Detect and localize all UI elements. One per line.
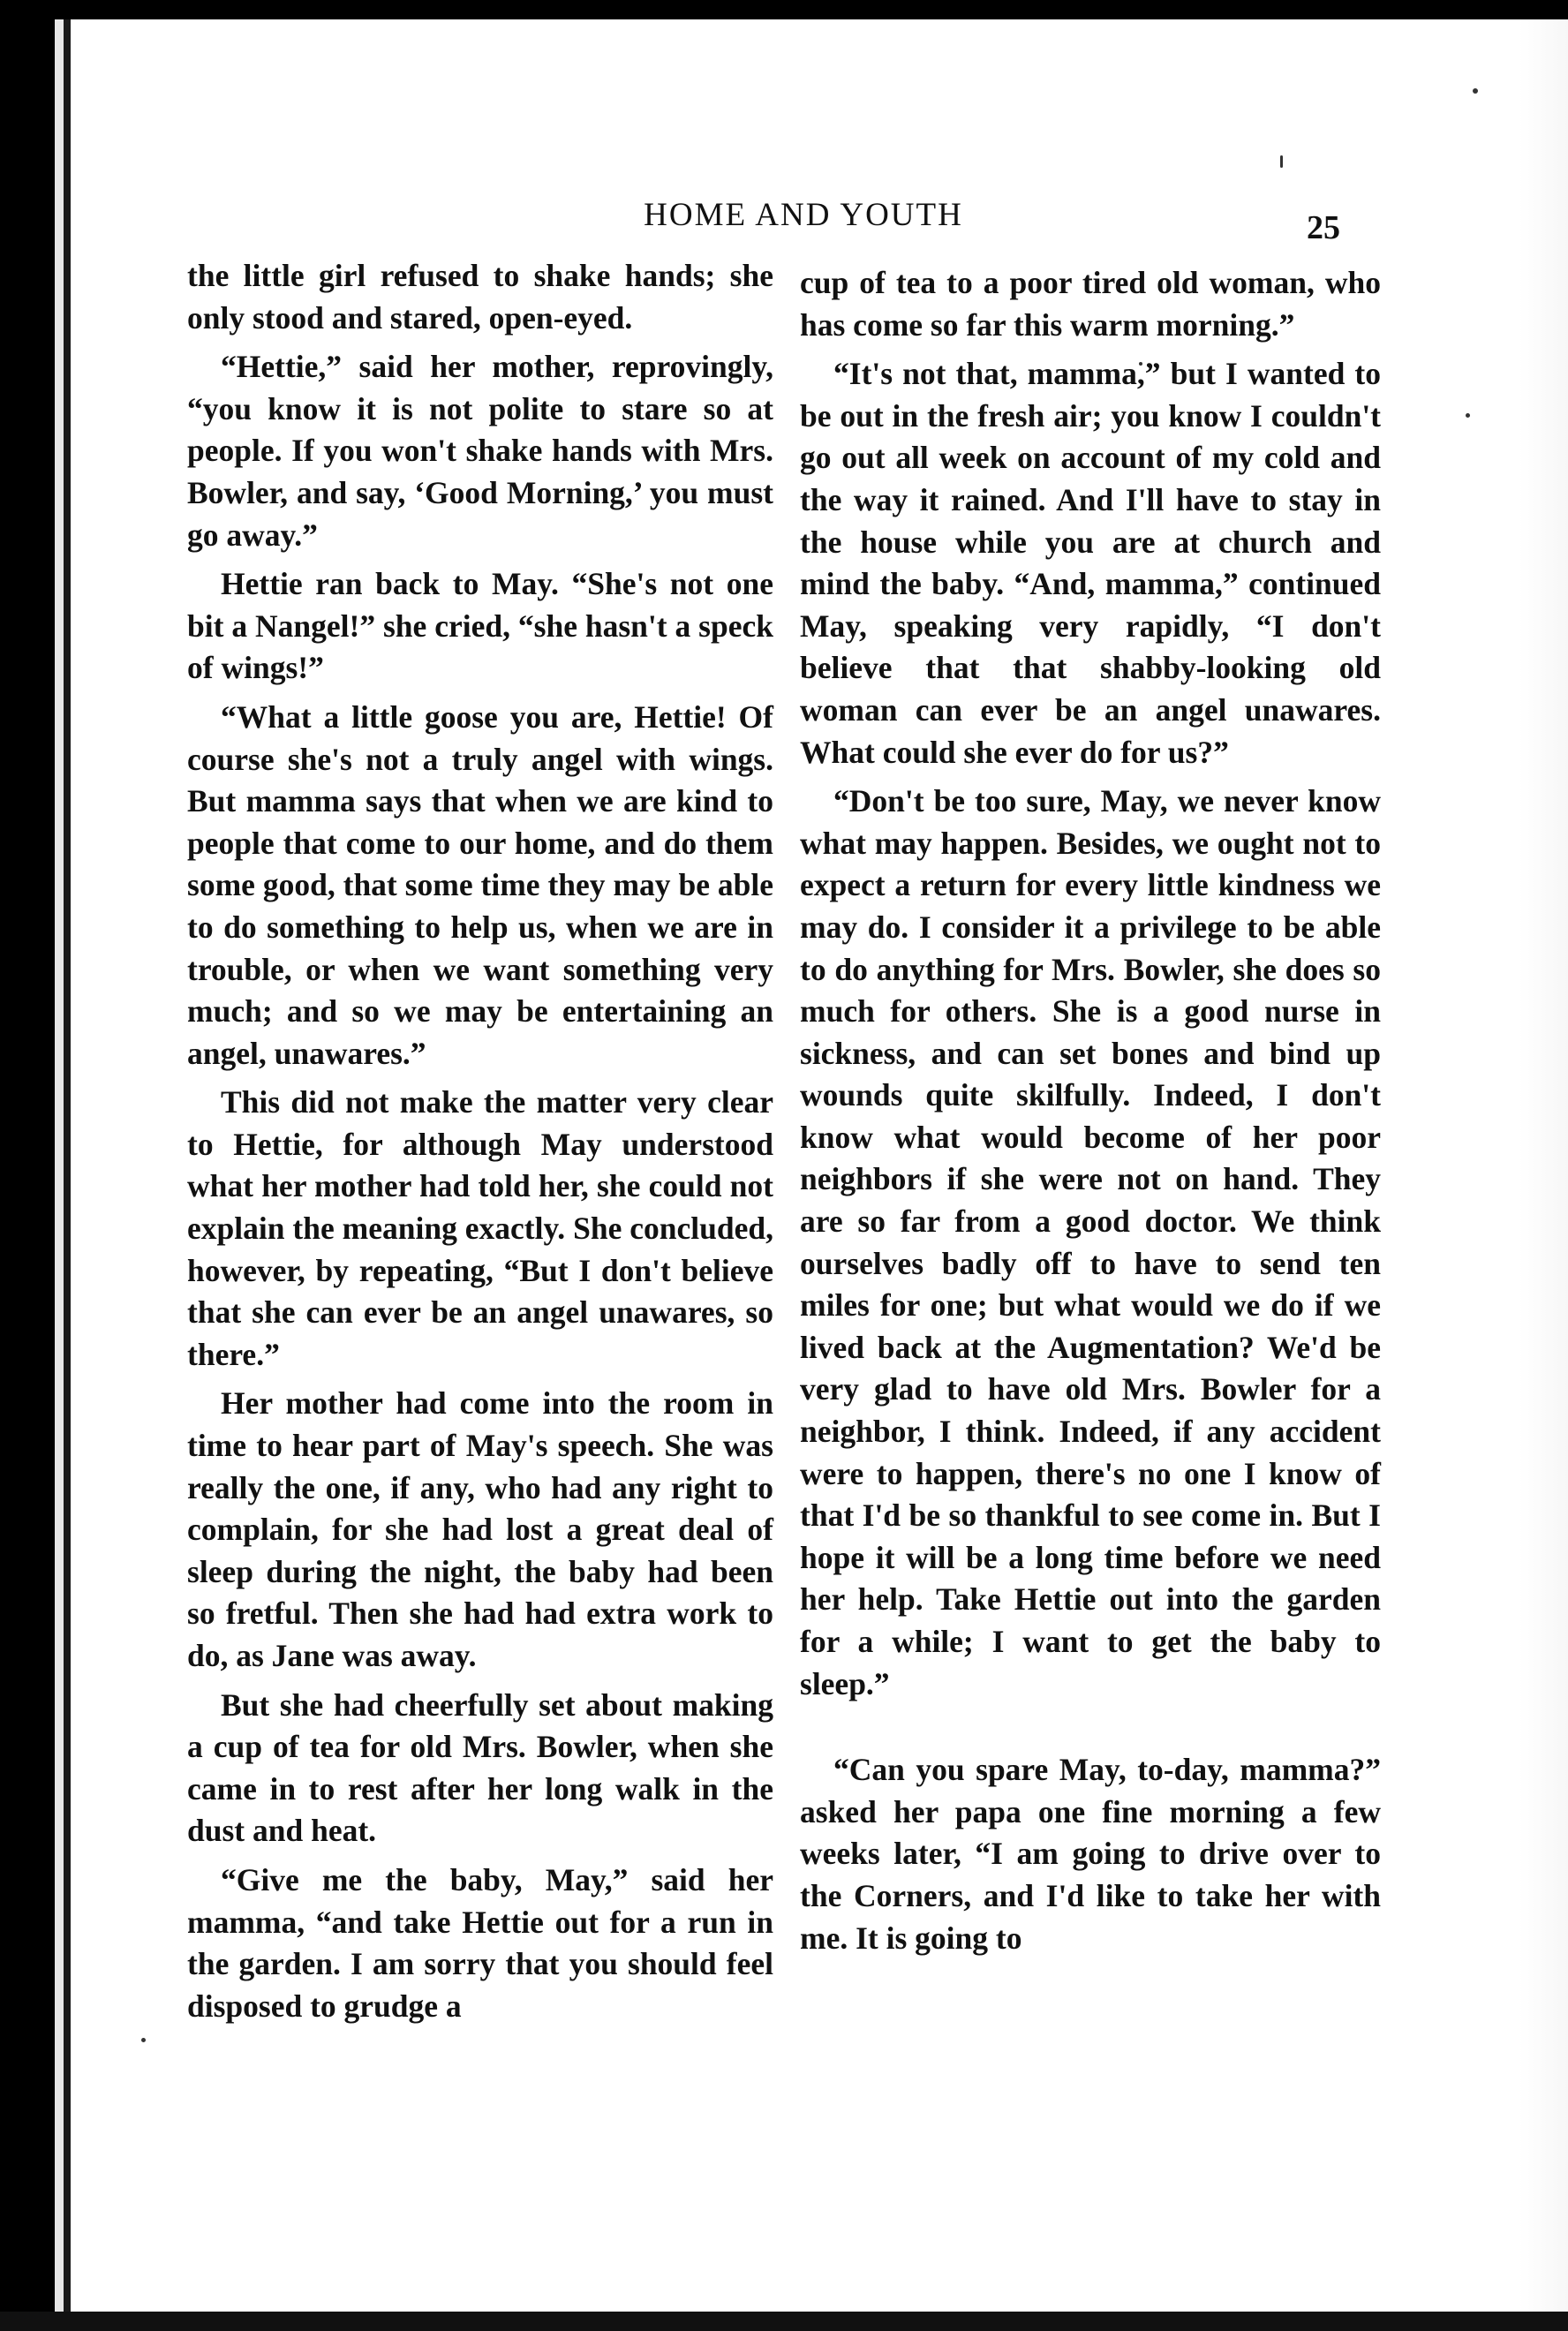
paragraph: “Can you spare May, to-day, mamma?” asked her papa one fine morning a few weeks later, “I am going to drive over to the Corners, and I'd like to take her with me. It is going to	[800, 1752, 1381, 1956]
paragraph: But she had cheerfully set about making a cup of tea for old Mrs. Bowler, when she came in to rest after her long walk in the dust and heat.	[187, 1686, 773, 1849]
scan-speck	[1280, 155, 1283, 168]
scan-border-bottom	[0, 2312, 1568, 2331]
paragraph: “Don't be too sure, May, we never know what may happen. Besides, we ought not to expect a return for every little kindness we may do. I consider it a privilege to be able to do anything for Mrs. Bowler, she does so much for others. She is a good nurse in sickness, and can set bones and bind up wounds quite skilfully. Indeed, I don't know what would become of her poor neighbors if she were not on hand. They are so far from a good doctor. We think ourselves badly off to have to send ten miles for one; but what would we do if we lived back at the Augmentation? We'd be very glad to have old Mrs. Bowler for a neighbor, I think. Indeed, if any accident were to happen, there's no one I know of that I'd be so thankful to see come in. But I hope it will be a long time before we need her help. Take Hettie out into the garden for a while; I want to get the baby to sleep.”	[800, 783, 1381, 1701]
binding-edge	[64, 19, 71, 2331]
scan-speck	[141, 2038, 146, 2042]
paragraph: “What a little goose you are, Hettie! Of course she's not a truly angel with wings. But mamma says that when we are kind to people that come to our home, and do them some good, that some time they may be able to do something to help us, when we are in trouble, or when we want something very much; and so we may be entertaining an angel, unawares.”	[187, 698, 773, 1071]
right-column	[800, 262, 1381, 1966]
paragraph: “It's not that, mamma,” but I wanted to be out in the fresh air; you know I couldn't go out all week on account of my cold and the way it rained. And I'll have to stay in the house while you are at church and mind the baby. “And, mamma,” continued May, speaking very rapidly, “I don't believe that that shabby-looking old woman can ever be an angel unawares. What could she ever do for us?”	[800, 356, 1381, 770]
paragraph: “Hettie,” said her mother, reprovingly, “you know it is not polite to stare so at people. If you won't shake hands with Mrs. Bowler, and say, ‘Good Morning,’ you must go away.”	[187, 349, 773, 553]
page-gutter	[55, 19, 64, 2331]
paragraph: the little girl refused to shake hands; she only stood and stared, open-eyed.	[187, 258, 773, 336]
running-head: HOME AND YOUTH	[644, 197, 963, 233]
paragraph: Her mother had come into the room in time to hear part of May's speech. She was really the one, if any, who had any right to complain, for she had lost a great deal of sleep during the night, the baby had been so fretful. Then she had had extra work to do, as Jane was away.	[187, 1385, 773, 1673]
paragraph: “Give me the baby, May,” said her mamma, “and take Hettie out for a run in the garden. I am sorry that you should feel disposed to grudge a	[187, 1861, 773, 2024]
left-column	[187, 255, 773, 2034]
page-edge-right	[1519, 19, 1568, 2312]
scan-speck	[1466, 413, 1470, 418]
scan-border-left	[0, 0, 55, 2331]
paragraph: Hettie ran back to May. “She's not one bit a Nangel!” she cried, “she hasn't a speck of wings!”	[187, 566, 773, 686]
paragraph: cup of tea to a poor tired old woman, who has come so far this warm morning.”	[800, 265, 1381, 343]
section-break	[800, 1712, 1381, 1749]
page-number: 25	[1307, 209, 1340, 246]
scan-border-top	[0, 0, 1568, 19]
scan-speck	[1473, 88, 1478, 94]
paragraph: This did not make the matter very clear to Hettie, for although May understood what her mother had told her, she could not explain the meaning exactly. She concluded, however, by repeating, “But I don't believe that she can ever be an angel unawares, so there.”	[187, 1084, 773, 1372]
